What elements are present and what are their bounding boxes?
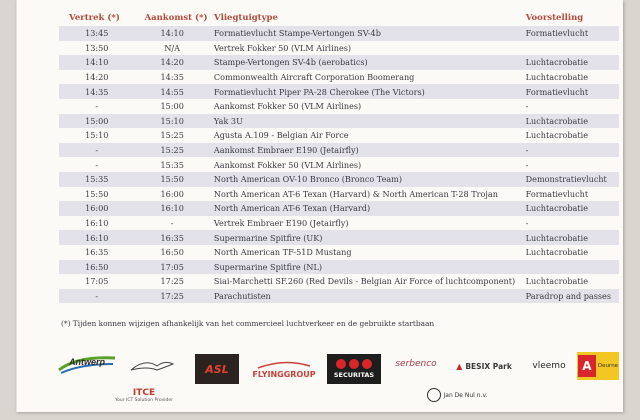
- cell-vertrek: 16:35: [85, 247, 109, 258]
- table-row: [59, 55, 619, 70]
- table-row: [59, 260, 619, 275]
- table-row: [59, 230, 619, 245]
- cell-vliegtuigtype: North American AT-6 Texan (Harvard) & North American T-28 Trojan: [213, 188, 498, 199]
- cell-vliegtuigtype: Aankomst Embraer E190 (Jetairfly): [213, 145, 359, 156]
- table-row: [59, 99, 619, 114]
- header-vliegtuigtype: Vliegtuigtype: [214, 13, 278, 23]
- securitas-text: SECURITAS: [333, 371, 375, 379]
- table-row: [59, 187, 619, 202]
- cell-aankomst: 14:35: [160, 72, 184, 83]
- cell-vertrek: -: [95, 101, 99, 112]
- table-row: [59, 289, 619, 304]
- flyinggroup-logo: [251, 356, 317, 382]
- cell-aankomst: 17:25: [160, 290, 184, 301]
- cell-aankomst: 16:50: [160, 247, 184, 258]
- securitas-logo: [327, 354, 381, 384]
- asl-logo: [195, 354, 239, 384]
- cell-voorstelling: Luchtacrobatie: [525, 130, 588, 141]
- cell-vliegtuigtype: Siai-Marchetti SF.260 (Red Devils - Belgian Air Force of luchtcomponent): [213, 276, 516, 287]
- cell-aankomst: 15:00: [160, 101, 184, 112]
- cell-voorstelling: -: [525, 218, 529, 229]
- cell-vertrek: 14:20: [85, 72, 109, 83]
- cell-vliegtuigtype: Supermarine Spitfire (UK): [213, 232, 323, 243]
- table-row: [59, 41, 619, 56]
- cell-vertrek: 14:10: [85, 57, 109, 68]
- header-aankomst: Aankomst (*): [144, 13, 208, 23]
- table-row: [59, 172, 619, 187]
- a-text: A: [578, 355, 596, 377]
- table-row: [59, 26, 619, 41]
- cell-voorstelling: Luchtacrobatie: [525, 72, 588, 83]
- header-voorstelling: Voorstelling: [525, 13, 584, 23]
- cell-voorstelling: -: [525, 159, 529, 170]
- cell-voorstelling: Luchtacrobatie: [525, 232, 588, 243]
- cell-vertrek: 17:05: [85, 276, 109, 287]
- cell-voorstelling: Luchtacrobatie: [525, 276, 588, 287]
- cell-aankomst: N/A: [164, 42, 180, 53]
- cell-vertrek: 15:50: [85, 188, 109, 199]
- cell-vliegtuigtype: Parachutisten: [213, 290, 271, 301]
- cell-vertrek: -: [95, 145, 99, 156]
- jandenul-logo: [417, 386, 497, 404]
- table-header: [59, 10, 619, 26]
- schedule-sheet: [16, 0, 623, 412]
- cell-voorstelling: Luchtacrobatie: [525, 247, 588, 258]
- besix-text: BESIX Park: [465, 361, 512, 371]
- cell-vliegtuigtype: North American AT-6 Texan (Harvard): [213, 203, 371, 214]
- cell-vertrek: 15:00: [85, 115, 109, 126]
- cell-vertrek: -: [95, 290, 99, 301]
- table-row: [59, 157, 619, 172]
- table-row: [59, 114, 619, 129]
- cell-voorstelling: -: [525, 145, 529, 156]
- cell-voorstelling: Luchtacrobatie: [525, 203, 588, 214]
- cell-vertrek: 16:10: [85, 232, 109, 243]
- cell-vertrek: 16:00: [85, 203, 109, 214]
- cell-aankomst: 17:05: [160, 261, 184, 272]
- serbenco-logo: [391, 352, 441, 376]
- cell-vliegtuigtype: Vertrek Fokker 50 (VLM Airlines): [213, 42, 352, 53]
- table-row: [59, 70, 619, 85]
- table-row: [59, 128, 619, 143]
- cell-aankomst: 17:25: [160, 276, 184, 287]
- cell-aankomst: 16:35: [160, 232, 184, 243]
- deurne-logo: [577, 352, 619, 380]
- flyinggroup-text: FLYINGGROUP: [252, 369, 316, 379]
- cell-voorstelling: Luchtacrobatie: [525, 57, 588, 68]
- cell-aankomst: 15:35: [160, 159, 184, 170]
- header-vertrek: Vertrek (*): [69, 13, 120, 23]
- cell-vertrek: 15:10: [85, 130, 109, 141]
- cell-vertrek: 13:45: [85, 28, 109, 39]
- itce-text: ITCE: [132, 387, 156, 398]
- cell-aankomst: 15:10: [160, 115, 184, 126]
- cell-vertrek: 16:50: [85, 261, 109, 272]
- cell-voorstelling: Formatievlucht: [525, 86, 589, 97]
- cell-vliegtuigtype: Formatievlucht Stampe-Vertongen SV-4b: [213, 28, 381, 39]
- vleemo-text: vleemo: [532, 361, 566, 371]
- cell-aankomst: 15:25: [160, 130, 184, 141]
- vleemo-logo: [527, 356, 571, 376]
- cell-aankomst: 14:55: [160, 86, 184, 97]
- sponsor-logos: [57, 350, 623, 408]
- cell-voorstelling: Paradrop and passes: [525, 290, 611, 301]
- deurne-text: Deurne: [597, 363, 619, 369]
- cell-vliegtuigtype: Yak 3U: [213, 115, 243, 126]
- itce-logo: [109, 384, 179, 406]
- cell-vliegtuigtype: North American TF-51D Mustang: [213, 247, 352, 258]
- besix-logo: ▲ BESIX Park: [456, 361, 512, 371]
- cell-aankomst: 14:20: [160, 57, 184, 68]
- table-row: [59, 245, 619, 260]
- table-row: [59, 84, 619, 99]
- cell-aankomst: 15:50: [160, 174, 184, 185]
- cell-vliegtuigtype: North American OV-10 Bronco (Bronco Team): [213, 174, 403, 185]
- cell-aankomst: 15:25: [160, 145, 184, 156]
- cell-vertrek: -: [95, 159, 99, 170]
- cell-vliegtuigtype: Aankomst Fokker 50 (VLM Airlines): [213, 101, 362, 112]
- cell-vliegtuigtype: Formatievlucht Piper PA-28 Cherokee (The Victors): [213, 86, 425, 97]
- cell-aankomst: 14:10: [160, 28, 184, 39]
- cell-vliegtuigtype: Stampe-Vertongen SV-4b (aerobatics): [213, 57, 368, 68]
- table-row: [59, 143, 619, 158]
- footnote: (*) Tijden konnen wijzigen afhankelijk van het commercieel luchtverkeer en de gebruikte startbaan: [61, 319, 435, 328]
- antwerp-logo: [57, 352, 119, 376]
- cell-vliegtuigtype: Commonwealth Aircraft Corporation Boomerang: [213, 72, 415, 83]
- schedule-table: [59, 10, 619, 303]
- itce-tagline: Your ICT Solution Provider: [115, 397, 173, 403]
- cell-aankomst: 16:00: [160, 188, 184, 199]
- cell-vliegtuigtype: Agusta A.109 - Belgian Air Force: [213, 130, 349, 141]
- cell-vertrek: 14:35: [85, 86, 109, 97]
- cell-vliegtuigtype: Aankomst Fokker 50 (VLM Airlines): [213, 159, 362, 170]
- jandenul-text: Jan De Nul n.v.: [443, 391, 488, 399]
- asl-text: ASL: [205, 362, 229, 376]
- cell-vertrek: 16:10: [85, 218, 109, 229]
- cell-voorstelling: -: [525, 101, 529, 112]
- cell-aankomst: 16:10: [160, 203, 184, 214]
- cell-voorstelling: Demonstratievlucht: [525, 174, 607, 185]
- cell-voorstelling: Formatievlucht: [525, 188, 589, 199]
- cell-voorstelling: Formatievlucht: [525, 28, 589, 39]
- table-body: [59, 26, 619, 303]
- table-row: [59, 274, 619, 289]
- cell-vertrek: 15:35: [85, 174, 109, 185]
- cell-vliegtuigtype: Vertrek Embraer E190 (Jetairfly): [213, 218, 349, 229]
- cell-vliegtuigtype: Supermarine Spitfire (NL): [213, 261, 323, 272]
- cell-aankomst: -: [170, 218, 174, 229]
- serbenco-text: serbenco: [395, 359, 437, 369]
- antwerp-text: Antwerp: [69, 357, 105, 367]
- table-row: [59, 201, 619, 216]
- table-row: [59, 216, 619, 231]
- cell-voorstelling: Luchtacrobatie: [525, 115, 588, 126]
- cell-vertrek: 13:50: [85, 42, 109, 53]
- bird-logo: [127, 356, 177, 376]
